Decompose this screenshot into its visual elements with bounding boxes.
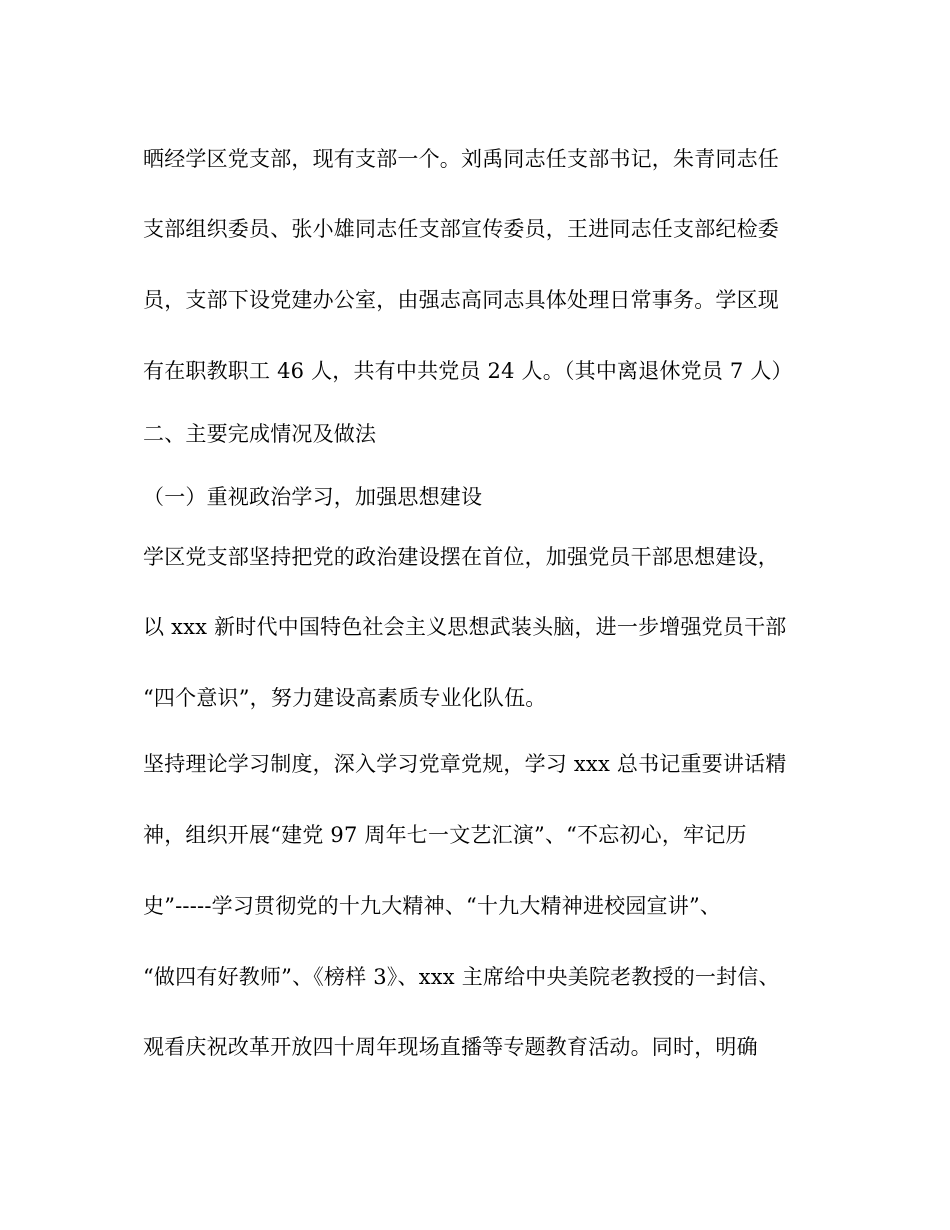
subsection-heading: （一）重视政治学习，加强思想建设 [143,485,483,509]
paragraph-line: 有在职教职工 46 人，共有中共党员 24 人。（其中离退休党员 7 人） [143,359,793,383]
paragraph-line: “做四有好教师”、《榜样 3》、xxx 主席给中央美院老教授的一封信、 [143,965,780,989]
paragraph-line: 史”-----学习贯彻党的十九大精神、“十九大精神进校园宣讲”、 [143,894,722,918]
paragraph-line: 员，支部下设党建办公室，由强志高同志具体处理日常事务。学区现 [143,288,779,312]
paragraph-line: 学区党支部坚持把党的政治建设摆在首位，加强党员干部思想建设， [143,545,779,569]
paragraph-line: 神，组织开展“建党 97 周年七一文艺汇演”、“不忘初心，牢记历 [143,823,747,847]
paragraph-line: “四个意识”，努力建设高素质专业化队伍。 [143,686,547,710]
section-heading: 二、主要完成情况及做法 [143,422,377,446]
paragraph-line: 坚持理论学习制度，深入学习党章党规，学习 xxx 总书记重要讲话精 [143,752,787,776]
paragraph-line: 支部组织委员、张小雄同志任支部宣传委员，王进同志任支部纪检委 [143,217,779,241]
paragraph-line: 晒经学区党支部，现有支部一个。刘禹同志任支部书记，朱青同志任 [143,147,779,171]
paragraph-line: 观看庆祝改革开放四十周年现场直播等专题教育活动。同时，明确 [143,1035,758,1059]
paragraph-line: 以 xxx 新时代中国特色社会主义思想武装头脑，进一步增强党员干部 [143,615,787,639]
